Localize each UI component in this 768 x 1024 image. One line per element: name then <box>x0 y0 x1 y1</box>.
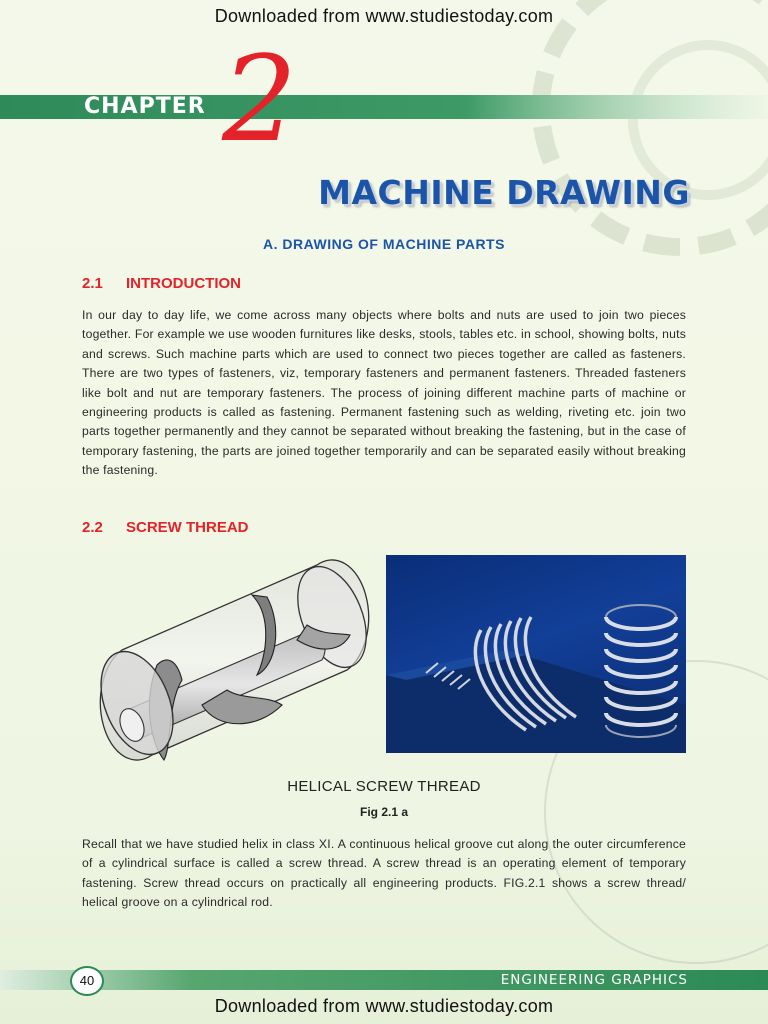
section-number: 2.2 <box>82 519 103 536</box>
page-subtitle: A. DRAWING OF MACHINE PARTS <box>263 236 505 252</box>
coil-inserts-illustration <box>386 555 686 753</box>
section-number: 2.1 <box>82 275 103 292</box>
page-title: MACHINE DRAWING <box>318 173 690 212</box>
figure-caption: HELICAL SCREW THREAD <box>287 778 481 795</box>
section-title: INTRODUCTION <box>126 275 241 292</box>
helical-thread-drawing <box>82 555 377 790</box>
download-note-bottom: Downloaded from www.studiestoday.com <box>214 996 554 1016</box>
chapter-label: CHAPTER <box>84 94 206 119</box>
footer-book-title: ENGINEERING GRAPHICS <box>500 972 688 988</box>
section-heading-screw-thread <box>82 519 249 536</box>
figure-label: Fig 2.1 a <box>359 805 409 819</box>
page-number: 40 <box>70 966 104 996</box>
chapter-number: 2 <box>222 30 298 168</box>
introduction-paragraph: In our day to day life, we come across many objects where bolts and nuts are used to join two pieces together. For example we use wooden furnitures like desks, stools, tables etc. in school, showing bolts, nuts and screws. Such machine parts which are used to connect two pieces together are called as fasteners. There are two types of fasteners, viz, temporary fasteners and permanent fasteners. Threaded fasteners like bolt and nut are temporary fasteners. The process of joining different machine parts of machine or engineering products is called as fastening. Permanent fastening such as welding, riveting etc. join two parts together permanently and they cannot be separated without breaking the fastening, but in the case of temporary fastening, the parts are joined together temporarily and can be separated easily without breaking the fastening. <box>82 308 686 478</box>
section-heading-introduction <box>82 275 241 292</box>
section-title: SCREW THREAD <box>126 519 249 536</box>
screw-thread-paragraph: Recall that we have studied helix in class XI. A continuous helical groove cut along the outer circumference of a cylindrical surface is called a screw thread. A screw thread is an operating element of temporary fastening. Screw thread occurs on practically all engineering products. FIG.2.1 shows a screw thread/ helical groove on a cylindrical rod. <box>82 837 686 910</box>
thread-insert-photo <box>386 555 686 753</box>
download-note-top: Downloaded from www.studiestoday.com <box>214 6 554 26</box>
